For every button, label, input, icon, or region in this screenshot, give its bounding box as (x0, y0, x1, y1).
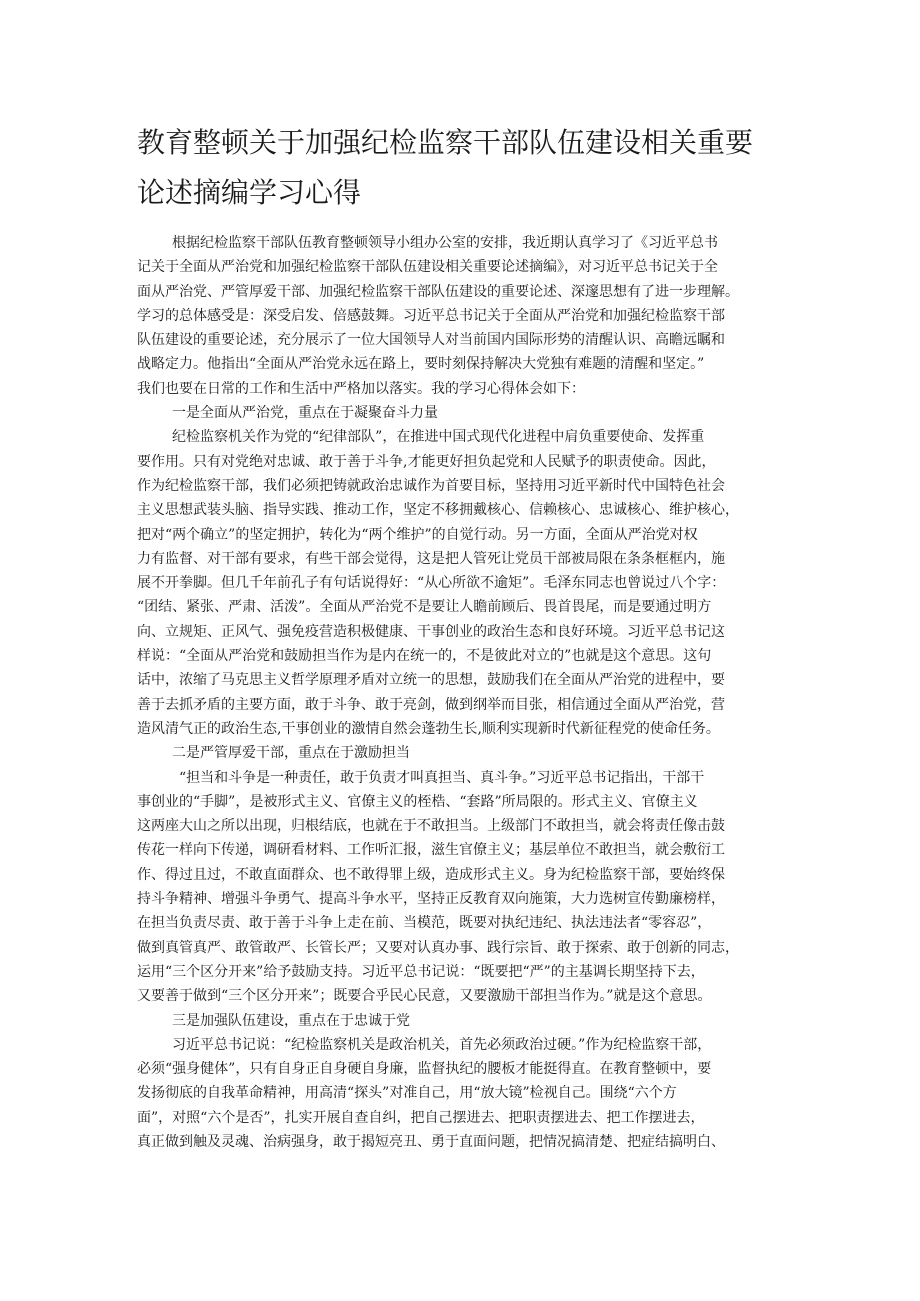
body-line: 我们也要在日常的工作和生活中严格加以落实。我的学习心得体会如下： (137, 380, 585, 397)
title-line: 论述摘编学习心得 (137, 176, 362, 209)
section-heading: 二是严管厚爱干部，重点在于激励担当 (172, 745, 410, 762)
body-line: 根据纪检监察干部队伍教育整顿领导小组办公室的安排，我近期认真学习了《习近平总书 (172, 235, 718, 251)
body-line: 要作用。只有对党绝对忠诚、敢于善于斗争,才能更好担负起党和人民赋予的职责使命。因此， (137, 453, 716, 470)
body-line: 队伍建设的重要论述，充分展示了一位大国领导人对当前国内国际形势的清醒认识、高瞻远瞩和 (137, 332, 725, 349)
body-line: 必须“强身健体”，只有自身正自身硬自身廉，监督执纪的腰板才能挺得直。在教育整顿中，要 (137, 1061, 712, 1078)
section-heading: 三是加强队伍建设，重点在于忠诚于党 (172, 1012, 410, 1029)
body-line: “团结、紧张、严肃、活泼”。全面从严治党不是要让人瞻前顾后、畏首畏尾，而是要通过明方 (137, 599, 712, 616)
body-line: 发扬彻底的自我革命精神，用高清“探头”对准自己，用“放大镜”检视自己。围绕“六个方 (137, 1085, 677, 1102)
body-line: 记关于全面从严治党和加强纪检监察干部队伍建设相关重要论述摘编》，对习近平总书记关于全 (137, 259, 718, 276)
body-line: 展不开拳脚。但几千年前孔子有句话说得好：“从心所欲不逾矩”。毛泽东同志也曾说过八个字： (137, 575, 726, 592)
body-line: 向、立规矩、正风气、强免疫营造积极健康、干事创业的政治生态和良好环境。习近平总书记这 (137, 623, 725, 640)
body-line: 事创业的“手脚”，是被形式主义、官僚主义的桎梏、“套路”所局限的。形式主义、官僚主义 (137, 793, 698, 810)
body-line: 话中，浓缩了马克思主义哲学原理矛盾对立统一的思想，鼓励我们在全面从严治党的进程中，要 (137, 672, 725, 689)
body-line: 在担当负责尽责、敢于善于斗争上走在前、当模范，既要对执纪违纪、执法违法者“零容忍”， (137, 915, 712, 932)
body-line: 主义思想武装头脑、指导实践、推动工作，坚定不移拥戴核心、信赖核心、忠诚核心、维护核心， (137, 502, 739, 519)
title-line: 教育整顿关于加强纪检监察干部队伍建设相关重要 (137, 126, 754, 159)
body-line: 作、得过且过，不敢直面群众、也不敢得罪上级，造成形式主义。身为纪检监察干部，要始终保 (137, 866, 725, 883)
body-line: 善于去抓矛盾的主要方面，敢于斗争、敢于亮剑，做到纲举而目张，相信通过全面从严治党，营 (137, 696, 725, 713)
body-line: 做到真管真严、敢管敢严、长管长严；又要对认真办事、践行宗旨、敢于探索、敢于创新的同志， (137, 939, 739, 956)
body-line: 样说：“全面从严治党和鼓励担当作为是内在统一的，不是彼此对立的”也就是这个意思。这句 (137, 648, 712, 665)
body-line: 力有监督、对干部有要求，有些干部会觉得，这是把人管死让党员干部被局限在条条框框内，施 (137, 550, 725, 567)
section-heading: 一是全面从严治党，重点在于凝聚奋斗力量 (172, 405, 438, 422)
body-line: 持斗争精神、增强斗争勇气、提高斗争水平，坚持正反教育双向施策，大力选树宣传勤廉榜样， (137, 891, 725, 908)
body-line: 面从严治党、严管厚爱干部、加强纪检监察干部队伍建设的重要论述、深邃思想有了进一步理解。 (137, 283, 739, 300)
body-line: “担当和斗争是一种责任，敢于负责才叫真担当、真斗争。”习近平总书记指出，干部干 (179, 769, 705, 786)
body-line: 把对“两个确立”的坚定拥护，转化为“两个维护”的自觉行动。另一方面，全面从严治党对权 (137, 526, 698, 543)
body-line: 又要善于做到“三个区分开来”；既要合乎民心民意，又要激励干部担当作为。”就是这个意思。 (137, 988, 712, 1005)
body-line: 习近平总书记说：“纪检监察机关是政治机关，首先必须政治过硬。”作为纪检监察干部， (172, 1036, 712, 1053)
body-line: 纪检监察机关作为党的“纪律部队”，在推进中国式现代化进程中肩负重要使命、发挥重 (172, 429, 705, 446)
body-line: 真正做到触及灵魂、治病强身，敢于揭短亮丑、勇于直面问题，把情况搞清楚、把症结搞明白、 (137, 1133, 725, 1150)
body-line: 这两座大山之所以出现，归根结底，也就在于不敢担当。上级部门不敢担当，就会将责任像击鼓 (137, 818, 725, 835)
body-line: 运用“三个区分开来”给予鼓励支持。习近平总书记说：“既要把“严”的主基调长期坚持下去， (137, 963, 705, 980)
body-line: 学习的总体感受是：深受启发、倍感鼓舞。习近平总书记关于全面从严治党和加强纪检监察干部 (137, 307, 725, 324)
body-line: 作为纪检监察干部，我们必须把铸就政治忠诚作为首要目标，坚持用习近平新时代中国特色社会 (137, 477, 725, 494)
body-line: 战略定力。他指出“全面从严治党永远在路上，要时刻保持解决大党独有难题的清醒和坚定。” (137, 356, 705, 373)
body-line: 面”，对照“六个是否”，扎实开展自查自纠，把自己摆进去、把职责摆进去、把工作摆进去， (137, 1109, 705, 1126)
document-body (137, 231, 787, 1154)
document-title (137, 118, 797, 218)
body-line: 传花一样向下传递，调研看材料、工作听汇报，滋生官僚主义；基层单位不敢担当，就会敷衍工 (137, 842, 725, 859)
body-line: 造风清气正的政治生态,干事创业的激情自然会蓬勃生长,顺利实现新时代新征程党的使命任务。 (137, 720, 720, 737)
